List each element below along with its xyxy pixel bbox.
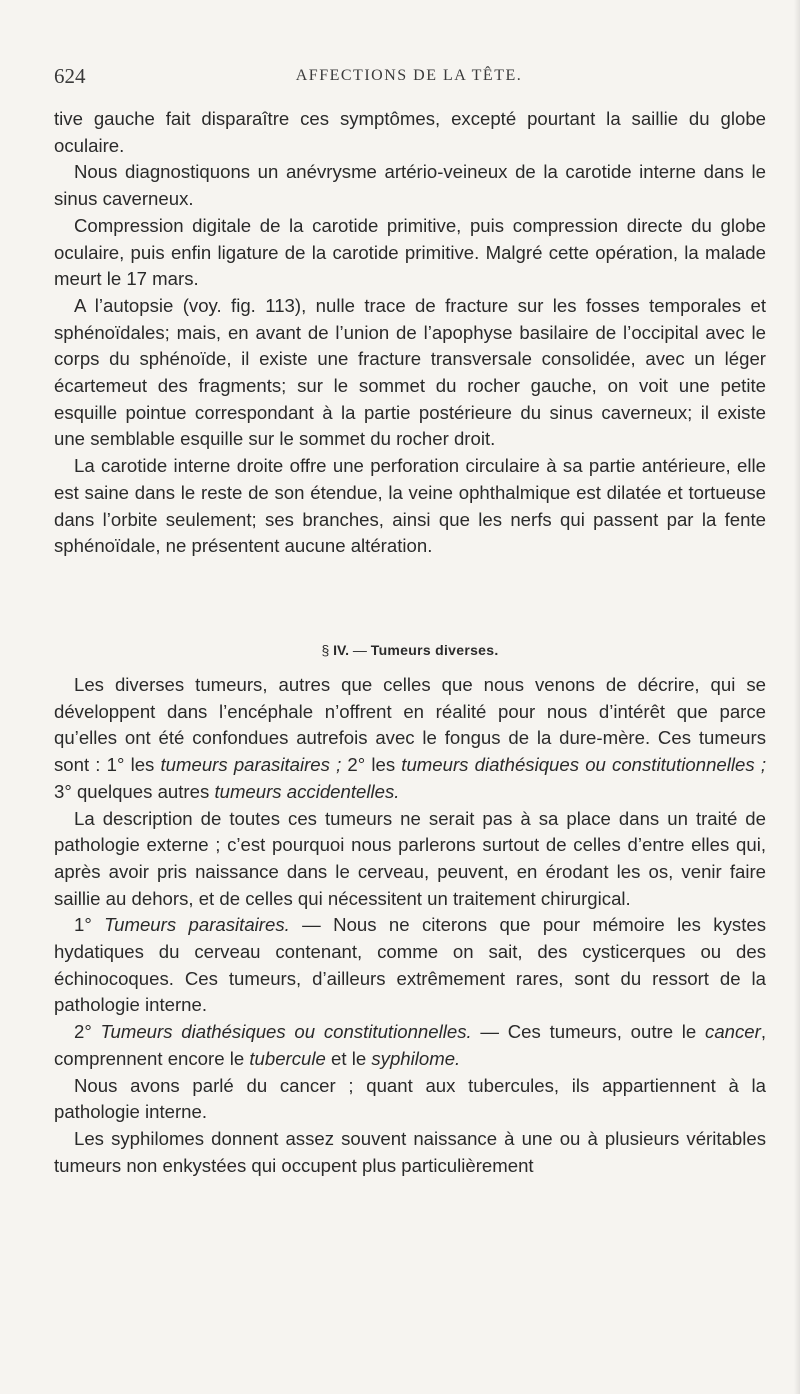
section-dash: — <box>352 642 367 658</box>
section-number: IV. <box>333 642 349 658</box>
paragraph-continuation: tive gauche fait disparaître ces symptômes, excepté pourtant la saillie du globe oculaire. <box>54 108 766 156</box>
section-heading <box>54 642 766 658</box>
paragraph-diathesic: 2° Tumeurs diathésiques ou constitutionnelles. — Ces tumeurs, outre le cancer, comprennent encore le tubercule et le syphilome. <box>54 1021 766 1069</box>
paragraph-intro: Les diverses tumeurs, autres que celles que nous venons de décrire, qui se développent dans l’encéphale n’offrent en réalité pour nous d’intérêt que parce qu’elles ont été confondues autrefois avec le fongus de la dure-mère. Ces tumeurs sont : 1° les tumeurs parasitaires ; 2° les tumeurs diathésiques ou constitutionnelles ; 3° quelques autres tumeurs accidentelles. <box>54 674 766 802</box>
paragraph-compression: Compression digitale de la carotide primitive, puis compression directe du globe oculaire, puis enfin ligature de la carotide primitive. Malgré cette opération, la malade meurt le 17 mars. <box>54 214 766 290</box>
paragraph-carotid: La carotide interne droite offre une perforation circulaire à sa partie antérieure, elle est saine dans le reste de son étendue, la veine ophthalmique est dilatée et tortueuse dans l’orbite seulement; ses branches, ainsi que les nerfs qui passent par la fente sphénoïdale, ne présentent aucune altération. <box>54 455 766 557</box>
bottom-text-block <box>54 672 766 1179</box>
section-sign: § <box>321 642 330 658</box>
top-text-block <box>54 106 766 560</box>
paragraph-diagnosis: Nous diagnostiquons un anévrysme artério-veineux de la carotide interne dans le sinus caverneux. <box>54 161 766 210</box>
page-header <box>54 64 764 94</box>
paragraph-syphilomes: Les syphilomes donnent assez souvent naissance à une ou à plusieurs véritables tumeurs non enkystées qui occupent plus particulièrement <box>54 1127 766 1176</box>
section-title: Tumeurs diverses. <box>370 642 499 658</box>
paragraph-parasitic: 1° Tumeurs parasitaires. — Nous ne citerons que pour mémoire les kystes hydatiques du cerveau contenant, comme on sait, des cysticerques ou des échinocoques. Ces tumeurs, d’ailleurs extrêmement rares, sont du ressort de la pathologie interne. <box>54 914 766 1016</box>
paragraph-autopsy: A l’autopsie (voy. fig. 113), nulle trace de fracture sur les fosses temporales et sphénoïdales; mais, en avant de l’union de l’apophyse basilaire de l’occipital avec le corps du sphénoïde, il existe une fracture transversale consolidée, avec un léger écartemeut des fragments; sur le sommet du rocher gauche, on voit une petite esquille pointue correspondant à la partie postérieure du sinus caverneux; il existe une semblable esquille sur le sommet du rocher droit. <box>54 294 766 450</box>
paragraph-cancer: Nous avons parlé du cancer ; quant aux tubercules, ils appartiennent à la pathologie interne. <box>54 1074 766 1123</box>
running-title: AFFECTIONS DE LA TÊTE. <box>295 67 523 84</box>
page-edge <box>794 0 800 1394</box>
page-number: 624 <box>54 64 86 88</box>
paragraph-description: La description de toutes ces tumeurs ne serait pas à sa place dans un traité de pathologie externe ; c’est pourquoi nous parlerons surtout de celles d’entre elles qui, après avoir pris naissance dans le cerveau, peuvent, en érodant les os, venir faire saillie au dehors, et de celles qui nécessitent un traitement chirurgical. <box>54 807 766 909</box>
